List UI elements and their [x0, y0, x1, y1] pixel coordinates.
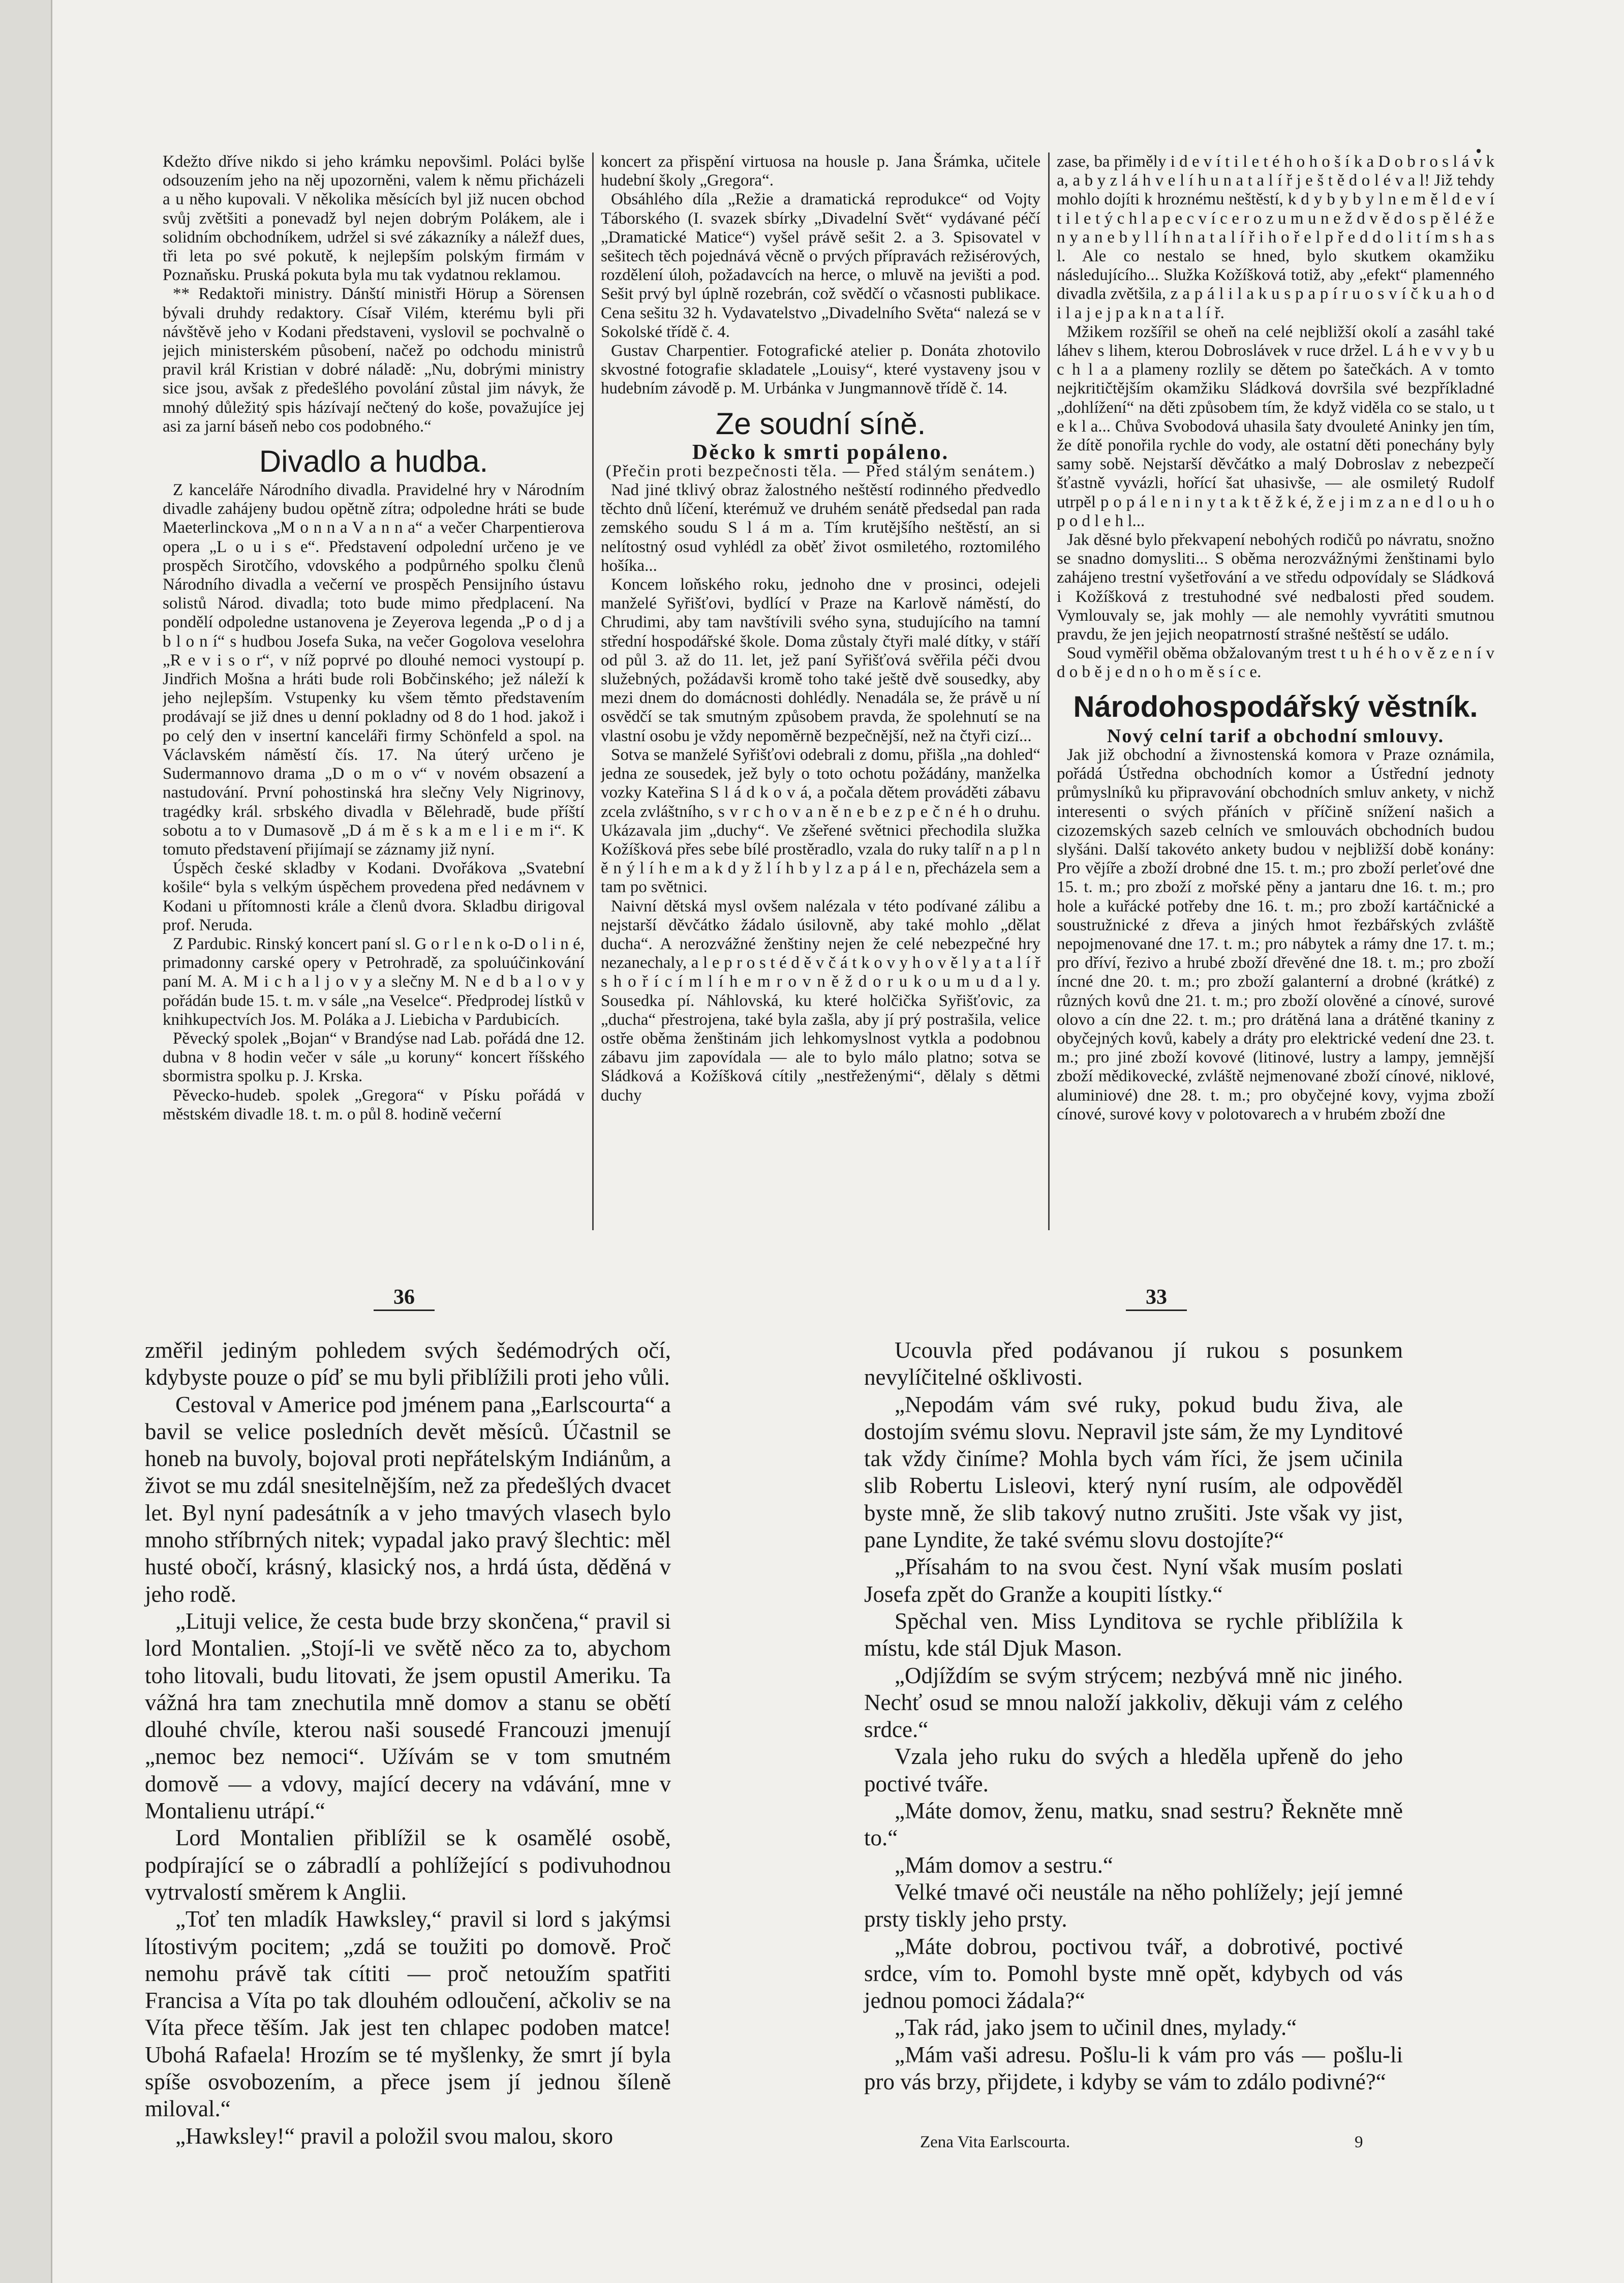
novel-paragraph: změřil jediným pohledem svých šedémodrých očí, kdybyste pouze o píď se mu byli přiblížili proti jeho vůli.	[145, 1337, 671, 1390]
left-scan-edge	[0, 0, 52, 2283]
article-text: Jak již obchodní a živnostenská komora v Praze oznámila, pořádá Ústředna obchodních komor a Ústřední jednoty průmyslníků ku připravování obchodních smluv ankety, v nichž interesenti o svých přáních v příčině snížení našich a cizozemských sazeb celních ve smlouvách obchodních budou slyšáni. Další takovéto ankety budou v nejbližší době konány: Pro vějíře a zboží drobné dne 15. t. m.; pro zboží perleťové dne 15. t. m.; pro zboží z mořské pěny a jantaru dne 16. t. m.; pro hole a kuřácké potřeby dne 16. t. m.; pro zboží kartáčnické a soustružnické z dřeva a jiných hmot řezbářských zvláště nepojmenované dne 17. t. m.; pro nábytek a rámy dne 17. t. m.; pro dříví, řezivo a hrubé zboží dřevěné dne 18. t. m.; pro zboží íncné dne 20. t. m.; pro zboží galanterní a drobné (krátké) z různých kovů dne 21. t. m.; pro zboží olověné a cínové, surové olovo a cín dne 22. t. m.; pro drátěná lana a drátěné tkaniny z obyčejných kovů, kabely a dráty pro elektrické vedení dne 23. t. m.; pro jiné zboží kovové (litinové, lustry a lampy, jemnější zboží mědikovecké, zvláště nejmenované zboží cínové, niklové, aluminiové) dne 28. t. m.; pro obyčejné kovy, vyjma zboží cínové, surové kovy v polotovarech a v hrubém zboží dne	[1057, 745, 1494, 1123]
novel-paragraph: „Tak rád, jako jsem to učinil dnes, mylady.“	[895, 2015, 1297, 2041]
article-text: Úspěch české skladby v Kodani. Dvořákova „Svatební košile“ byla s velkým úspěchem provedena před nedávnem v Kodani u přítomnosti krále a členů dvora. Skladbu dirigoval prof. Neruda.	[163, 859, 585, 934]
signature-mark: 9	[1355, 2133, 1363, 2151]
novel-paragraph: Spěchal ven. Miss Lynditova se rychle přiblížila k místu, kde stál Djuk Mason.	[864, 1608, 1403, 1661]
article-text: Nad jiné tklivý obraz žalostného neštěstí rodinného předvedlo těchto dnů líčení, kterémuž ve druhém senátě předsedal pan rada zemského soudu S l á m a. Tím krutějšího neštěstí, an si nelítostný osud vyhlédl za oběť život osmiletého, roztomilého hošíka...	[601, 481, 1040, 575]
article-text: Z kanceláře Národního divadla. Pravidelné hry v Národním divadle zahájeny budou opětně zítra; odpoledne hráti se bude Maeterlinckova „M o n n a V a n n a“ a večer Charpentierova opera „L o u i s e“. Představení odpolední určeno je ve prospěch Sirotčího, vdovského a podpůrného spolku členů Národního divadla a večerní ve prospěch Pensijního ústavu solistů Národ. divadla; toto bude mimo předplacení. Na pondělí odpoledne ustanovena je Zeyerova legenda „P o d j a b l o n í“ s hudbou Josefa Suka, na večer Gogolova veselohra „R e v i s o r“, v níž poprvé po dlouhé nemoci vystoupí p. Jindřich Mošna a hráti bude roli Bobčinského; jež náleží k jeho nejlepším. Vstupenky ku všem těmto představením prodávají se již dnes u denní pokladny od 8 do 1 hod. jakož i po celý den v insertní kanceláři firmy Schönfeld a spol. na Václavském náměstí čís. 17. Na úterý určeno je Sudermannovo drama „D o m o v“ v novém obsazení a nastudování. První pohostinská hra slečny Vely Nigrinovy, tragédky král. srbského divadla v Bělehradě, bude příští sobotu a to v Dumasově „D á m ě s k a m e l i e m i“. K tomuto představení přijímají se záznamy již nyní.	[163, 481, 585, 859]
section-heading: Divadlo a hudba.	[259, 444, 488, 479]
article-text: Koncem loňského roku, jednoho dne v prosinci, odejeli manželé Syřišťovi, bydlící v Praze na Karlově náměstí, do Chrudimi, aby tam navštívili svého syna, studujícího na tamní střední hospodářské škole. Doma zůstaly čtyři malé dítky, v stáří od půl 3. až do 11. let, jež paní Syřišťová svěřila péči dvou služebných, požádavši kromě toho také ještě dvě sousedky, aby mezi dnem do domácnosti dohlédly. Nenadála se, že právě u ní osvědčí se tak smutným způsobem pravda, že spolehnutí se na vlastní osobu je vždy nepoměrně bezpečnější, než na čtyři cizí...	[601, 575, 1040, 745]
novel-paragraph: „Nepodám vám své ruky, pokud budu živa, ale dostojím svému slovu. Nepravil jste sám, že my Lynditové tak vždy činíme? Mohla bych vám říci, že jsem učinila slib Robertu Lisleovi, který nyní rusím, ale odpověděl byste mně, že slib takový nutno zrušiti. Jste však vy jist, pane Lyndite, že také svému slovu dostojíte?“	[864, 1391, 1403, 1553]
novel-paragraph: „Toť ten mladík Hawksley,“ pravil si lord s jakýmsi lítostivým pocitem; „zdá se toužiti po domově. Proč nemohu právě tak cítiti — proč netoužím spatřiti Francisa a Víta po tak dlouhém odloučení, ačkoliv se na Víta přece těším. Jak jest ten chlapec podoben matce! Ubohá Rafaela! Hrozím se té myšlenky, že smrt jí byla spíše osvobozením, a přece jsem jí jednou šíleně miloval.“	[145, 1906, 671, 2122]
column-2	[601, 153, 1040, 1230]
novel-paragraph: Velké tmavé oči neustále na něho pohlížely; její jemné prsty tiskly jeho prsty.	[864, 1879, 1403, 1932]
article-text: Z Pardubic. Rinský koncert paní sl. G o r l e n k o-D o l i n é, primadonny carské opery v Petrohradě, za spoluúčinkování paní M. A. M i c h a l j o v y a slečny M. N e d b a l o v y pořádán bude 15. t. m. v sále „na Veselce“. Předprodej lístků v knihkupectvích Jos. M. Poláka a J. Liebicha v Pardubicích.	[163, 934, 585, 1029]
novel-page-left	[145, 1337, 671, 2150]
novel-page-right	[864, 1337, 1403, 2095]
article-text: Mžikem rozšířil se oheň na celé nejbližší okolí a zasáhl také láhev s lihem, kterou Dobroslávek v ruce držel. L á h e v v y b u c h l a a plameny rozlily se dětem po šatečkách. A v tomto nejkritičtějším okamžiku Sládková dovršila své bezpříkladné „dohlížení“ na děti způsobem tím, že když viděla co se stalo, u t e k l a... Chůva Svobodová uhasila šaty dvouleté Aninky jen tím, že dítě ponořila rychle do vody, ale ostatní děti ponechány byly samy sobě. Nejstarší děvčátko a malý Dobroslav z nebezpečí šťastně vyvázli, hořící šat uhasivše, — ale osmiletý Rudolf utrpěl p o p á l e n i n y t a k t ě ž k é, ž e j i m z a n e d l o u h o p o d l e h l...	[1057, 322, 1494, 530]
novel-paragraph: Vzala jeho ruku do svých a hleděla upřeně do jeho poctivé tváře.	[864, 1744, 1403, 1797]
novel-paragraph: „Hawksley!“ pravil a položil svou malou, skoro	[175, 2123, 614, 2149]
article-text: Gustav Charpentier. Fotografické atelier p. Donáta zhotovilo skvostné fotografie skladatele „Louisy“, které vystaveny jsou v hudebním závodě p. M. Urbánka v Jungmannově třídě č. 14.	[601, 342, 1040, 398]
article-subheading-note: (Přečin proti bezpečnosti těla. — Před stálým senátem.)	[605, 462, 1036, 480]
novel-paragraph: „Přísahám to na svou čest. Nyní však musím poslati Josefa zpět do Granže a koupiti lístky.“	[864, 1554, 1403, 1607]
page-number-left: 36	[374, 1285, 435, 1311]
novel-paragraph: „Odjíždím se svým strýcem; nezbývá mně nic jiného. Nechť osud se mnou naloží jakkoliv, děkuji vám z celého srdce.“	[864, 1662, 1403, 1743]
article-text: Naivní dětská mysl ovšem nalézala v této podívané zálibu a nejstarší děvčátko žádalo úsilovně, aby také mohlo „dělat ducha“. A nerozvážné ženštiny nejen že celé nebezpečné hry nezanechaly, a l e p r o s t é d ě v č á t k o v y h o v ě l y a t a l í ř s h o ř í c í m l í h e m r o v n ě ž d o r u k o u m u d a l y. Sousedka pí. Náhlovská, ku které holčička Syřišťovic, za „ducha“ přestrojena, také byla zašla, aby jí prý postrašila, velice ostře oběma ženštinám jich lehkomyslnost vytkla a podobnou zábavu jim zapovídala — ale to bylo málo platno; sotva se Sládková a Kožíšková cítily „nestřeženými“, dělaly s dětmi duchy	[601, 897, 1040, 1105]
column-3	[1057, 153, 1494, 1230]
novel-paragraph: Ucouvla před podávanou jí rukou s posunkem nevylíčitelné ošklivosti.	[864, 1337, 1403, 1390]
novel-paragraph: „Lituji velice, že cesta bude brzy skončena,“ pravil si lord Montalien. „Stojí-li ve světě něco za to, abychom toho litovali, budu litovati, že jsem opustil Ameriku. Ta vážná hra tam znechutila mně domov a stanu se obětí dlouhé chvíle, kterou naši sousedé Francouzi jmenují „nemoc bez nemoci“. Užívám se v tom smutném domově — a vdovy, mající decery na vdávání, mne v Montalienu utrápí.“	[145, 1608, 671, 1824]
column-1	[163, 153, 585, 1230]
article-text: Jak děsné bylo překvapení nebohých rodičů po návratu, snožno se snadno domysliti... S oběma nerozvážnými ženštinami bylo zahájeno trestní vyšetřování a ve středu odpovídaly se Sládková i Kožíšková z trestuhodné své nedbalosti před soudem. Vymlouvaly se, jak mohly — ale nemohly vyvrátiti smutnou pravdu, že jen jejich neopatrností strašné neštěstí se událo.	[1057, 531, 1494, 644]
novel-paragraph: „Mám vaši adresu. Pošlu-li k vám pro vás — pošlu-li pro vás brzy, přijdete, i kdyby se vám to zdálo podivné?“	[864, 2042, 1403, 2095]
signature-title: Zena Vita Earlscourta.	[920, 2133, 1070, 2151]
newspaper-clipping	[163, 153, 1494, 1230]
novel-paragraph: Lord Montalien přiblížil se k osamělé osobě, podpírající se o zábradlí a pohlížející s podivuhodnou vytrvalostí směrem k Anglii.	[145, 1825, 671, 1905]
article-text: koncert za přispění virtuosa na housle p. Jana Šrámka, učitele hudební školy „Gregora“.	[601, 153, 1040, 190]
article-text: Soud vyměřil oběma obžalovaným trest t u h é h o v ě z e n í v d o b ě j e d n o h o m ě s í c e.	[1057, 644, 1494, 682]
article-text: zase, ba přiměly i d e v í t i l e t é h o h o š í k a D o b r o s l á v k a, a b y z l á h v e l í h u n a t a l í ř j e š t ě d o l é v a l! Již tehdy mohlo dojíti k hroznému neštěstí, k d y b y b y l n e m ě l d e v í t i l e t ý c h l a p e c v í c e r o z u m u n e ž d v ě d o s p ě l é ž e n y a n e b y l l í h n a t a l í ř i h o ř e l p ř e d d o l i t í m s h a s l. Ale co nestalo se hned, bylo skutkem okamžiku následujícího... Služka Kožíšková totiž, aby „efekt“ plamenného divadla zvětšila, z a p á l i l a k u s p a p í r u o s v í č k u a h o d i l a j e j p a k n a t a l í ř.	[1057, 153, 1494, 322]
section-heading: Národohospodářský věstník.	[1073, 690, 1478, 723]
column-rule	[592, 153, 594, 1230]
article-subheading: Nový celní tarif a obchodní smlouvy.	[1107, 725, 1445, 747]
novel-paragraph: „Máte domov, ženu, matku, snad sestru? Řekněte mně to.“	[864, 1798, 1403, 1851]
article-text: Pěvecký spolek „Bojan“ v Brandýse nad Lab. pořádá dne 12. dubna v 8 hodin večer v sále „u koruny“ koncert říšského sbormistra spolku p. J. Krska.	[163, 1029, 585, 1086]
article-text: ** Redaktoři ministry. Dánští ministři Hörup a Sörensen bývali druhdy redaktory. Císař Vilém, kterému byli při návštěvě jeho v Kodani představeni, vyslovil se pochvalně o jejich ministerském působení, načež po odchodu ministrů pravil král Kristian v dobré náladě: „Nu, dobrými ministry sice jsou, avšak z předešlého povolání zůstal jim návyk, že mnohý důležitý spis házívají nečtený do koše, považujíce jej asi za jarní báseň nebo cos podobného.“	[163, 285, 585, 436]
article-text: Obsáhlého díla „Režie a dramatická reprodukce“ od Vojty Táborského (I. svazek sbírky „Divadelní Svět“ vydávané péčí „Dramatické Matice“) vyšel právě sešit 2. a 3. Spisovatel v sešitech těch pojednává věcně o prvých přípravách režisérových, rozdělení úloh, požadavcích na herce, o mluvě na jevišti a pod. Sešit prvý byl úplně rozebrán, což svědčí o včasnosti publikace. Cena sešitu 32 h. Vydavatelstvo „Divadelního Světa“ nalezá se v Sokolské třídě č. 4.	[601, 190, 1040, 341]
novel-paragraph: „Máte dobrou, poctivou tvář, a dobrotivé, poctivé srdce, vím to. Pomohl byste mně opět, kdybych od vás jednou pomoci žádala?“	[864, 1933, 1403, 2014]
article-text: Sotva se manželé Syřišťovi odebrali z domu, přišla „na dohled“ jedna ze sousedek, jež byly o toto ochotu požádány, manželka vozky Kateřina S l á d k o v á, a počala dětem prováděti zábavu zcela zvláštního, s v r c h o v a n ě n e b e z p e č n é h o druhu. Ukázavala jim „duchy“. Ve zšeřené světnici přechodila služka Kožíšková přes sebe bílé prostěradlo, vzala do ruky talíř n a p l n ě n ý l í h e m a k d y ž l í h b y l z a p á l e n, přecházela sem a tam po světnici.	[601, 745, 1040, 897]
novel-paragraph: „Mám domov a sestru.“	[895, 1852, 1113, 1878]
column-rule	[1048, 153, 1050, 1230]
page-number-right: 33	[1126, 1285, 1187, 1311]
article-text: Kdežto dříve nikdo si jeho krámku nepovšiml. Poláci bylše odsouzením jeho na něj upozorněni, valem k němu přicházeli a u něho kupovali. V několika měsících byl již nucen obchod svůj zvětšiti a ponevadž byl nejen dobrým Polákem, ale i solidním obchodníkem, udržel si své zákazníky a náležf dues, tři leta po své pokutě, k nejlepším polským firmám v Poznaňsku. Pruská pokuta byla mu tak vydatnou reklamou.	[163, 153, 585, 285]
article-subheading: Děcko k smrti popáleno.	[692, 440, 949, 464]
article-text: Pěvecko-hudeb. spolek „Gregora“ v Písku pořádá v městském divadle 18. t. m. o půl 8. hodině večerní	[163, 1086, 585, 1123]
novel-paragraph: Cestoval v Americe pod jménem pana „Earlscourta“ a bavil se velice posledních devět měsíců. Účastnil se honeb na buvoly, bojoval proti nepřátelským Indiánům, a život se mu zdál snesitelnějším, než za předešlých dvacet let. Byl nyní padesátník a v jeho tmavých vlasech bylo mnoho stříbrných nitek; vypadal jako pravý šlechtic: měl husté obočí, krásný, klasický nos, a hrdá ústa, děděná v jeho rodě.	[145, 1391, 671, 1607]
section-heading: Ze soudní síně.	[715, 406, 926, 441]
